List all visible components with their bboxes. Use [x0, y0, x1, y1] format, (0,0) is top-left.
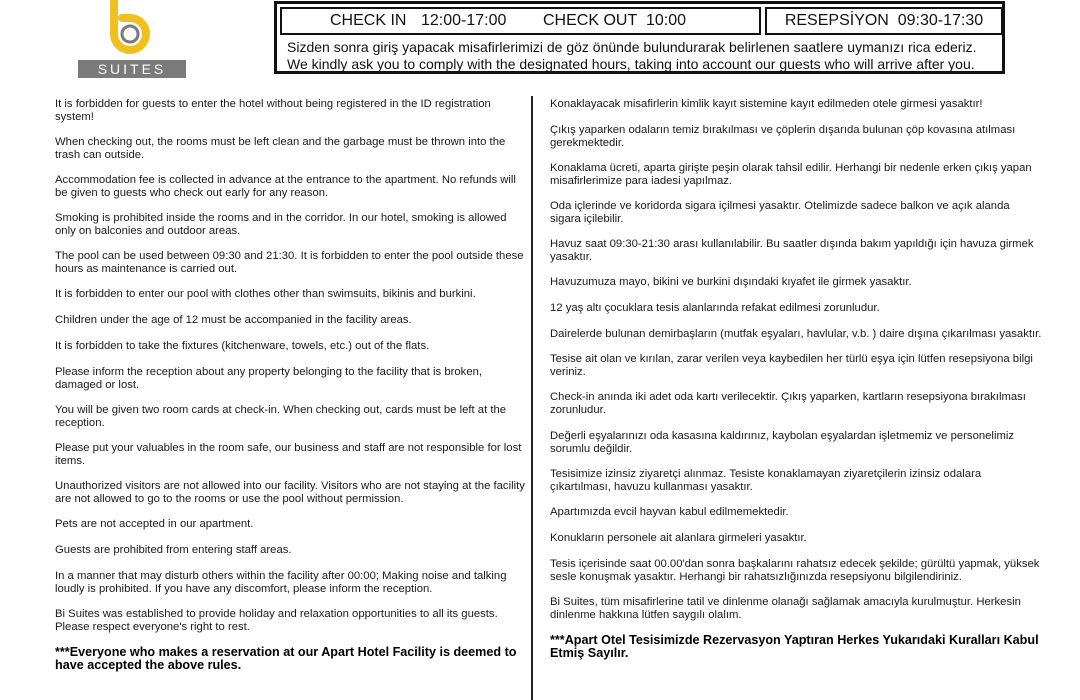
hours-note-tr: Sizden sonra giriş yapacak misafirlerimizi de göz önünde bulundurarak belirlenen saatlere uymanızı rica ederiz.: [287, 39, 977, 55]
acceptance-note: ***Everyone who makes a reservation at our Apart Hotel Facility is deemed to have accepted the above rules.: [55, 645, 517, 672]
rule-item: Apartımızda evcil hayvan kabul edilmemektedir.: [550, 506, 789, 518]
reception-label: RESEPSİYON: [784, 12, 889, 29]
hours-note-en: We kindly ask you to comply with the designated hours, taking into account our guests who will arrive after you.: [287, 56, 975, 72]
logo-wordmark: SUITES: [78, 60, 186, 78]
rules-english-column: [55, 98, 525, 672]
check-out-label: CHECK OUT: [543, 12, 638, 29]
check-times-cell: [280, 7, 761, 35]
check-in-label: CHECK IN: [330, 12, 407, 29]
logo: [78, 0, 188, 80]
rule-item: Smoking is prohibited inside the rooms and in the corridor. In our hotel, smoking is allowed only on balconies and outdoor areas.: [55, 212, 507, 237]
rule-item: Konukların personele ait alanlara girmeleri yasaktır.: [550, 532, 807, 544]
rule-item: Değerli eşyalarınızı oda kasasına kaldırınız, kaybolan eşyalardan işletmemiz ve personelimiz sorumlu değildir.: [550, 430, 1015, 455]
rule-item: Oda içlerinde ve koridorda sigara içilmesi yasaktır. Otelimizde sadece balkon ve açık alanda sigara içilebilir.: [550, 200, 1010, 225]
reception-time: 09:30-17:30: [897, 12, 984, 29]
bi-logo-mark-icon: [100, 0, 160, 58]
rule-item: It is forbidden to enter our pool with clothes other than swimsuits, bikinis and burkini.: [55, 288, 476, 300]
rule-item: Tesis içerisinde saat 00.00'dan sonra başkalarını rahatsız edecek şekilde; gürültü yapmak, yüksek sesle konuşmak yasaktır. Herhangi bir rahatsızlığınızda resepsiyonu bilgilendiriniz.: [550, 558, 1040, 583]
rule-item: Konaklayacak misafirlerin kimlik kayıt sistemine kayıt edilmeden otele girmesi yasaktır!: [550, 98, 983, 110]
rule-item: When checking out, the rooms must be left clean and the garbage must be thrown into the trash can outside.: [55, 136, 506, 161]
hours-note: [287, 39, 996, 73]
rule-item: 12 yaş altı çocuklara tesis alanlarında refakat edilmesi zorunludur.: [550, 302, 880, 314]
rule-item: Dairelerde bulunan demirbaşların (mutfak eşyaları, havlular, v.b. ) daire dışına çıkarılması yasaktır.: [550, 328, 1042, 340]
reception-hours-cell: [765, 7, 1003, 35]
rule-item: You will be given two room cards at check-in. When checking out, cards must be left at the reception.: [55, 404, 507, 429]
column-divider: [531, 96, 533, 700]
rule-item: Check-in anında iki adet oda kartı verilecektir. Çıkış yaparken, kartların resepsiyona bırakılması zorunludur.: [550, 391, 1026, 416]
rule-item: Please put your valuables in the room safe, our business and staff are not responsible for lost items.: [55, 442, 522, 467]
rule-item: It is forbidden for guests to enter the hotel without being registered in the ID registration system!: [55, 98, 491, 123]
rule-item: Bi Suites was established to provide holiday and relaxation opportunities to all its guests. Please respect everyone's right to rest.: [55, 608, 498, 633]
check-out-time: 10:00: [646, 12, 687, 29]
rule-item: Tesisimize izinsiz ziyaretçi alınmaz. Tesiste konaklamayan ziyaretçilerin izinsiz odalara çıkartılması, havuzu kullanması yasaktır.: [550, 468, 982, 493]
rule-item: Accommodation fee is collected in advance at the entrance to the apartment. No refunds will be given to guests who check out early for any reason.: [55, 174, 516, 199]
rule-item: Çıkış yaparken odaların temiz bırakılması ve çöplerin dışarıda bulunan çöp kovasına atılması gerekmektedir.: [550, 124, 1016, 149]
rule-item: The pool can be used between 09:30 and 21:30. It is forbidden to enter the pool outside these hours as maintenance is carried out.: [55, 250, 524, 275]
rule-item: Konaklama ücreti, aparta girişte peşin olarak tahsil edilir. Herhangi bir nedenle erken çıkış yapan misafirlerimize para iadesi yapılmaz.: [550, 162, 1032, 187]
rule-item: In a manner that may disturb others within the facility after 00:00; Making noise and talking loudly is prohibited. If you have any discomfort, please inform the reception.: [55, 570, 507, 595]
rule-item: Unauthorized visitors are not allowed into our facility. Visitors who are not staying at the facility are not allowed to go to the rooms or use the pool without permission.: [55, 480, 525, 505]
rules-turkish-column: [550, 98, 1042, 660]
rule-item: Pets are not accepted in our apartment.: [55, 518, 254, 530]
acceptance-note: ***Apart Otel Tesisimizde Rezervasyon Yaptıran Herkes Yukarıdaki Kuralları Kabul Etmiş Sayılır.: [550, 633, 1039, 660]
hours-row: [280, 7, 999, 35]
hours-header: [274, 1, 1005, 74]
rule-item: Please inform the reception about any property belonging to the facility that is broken, damaged or lost.: [55, 366, 483, 391]
rule-item: Havuz saat 09:30-21:30 arası kullanılabilir. Bu saatler dışında bakım yapıldığı için havuza girmek yasaktır.: [550, 238, 1034, 263]
rule-item: Guests are prohibited from entering staff areas.: [55, 544, 292, 556]
rule-item: Bi Suites, tüm misafirlerine tatil ve dinlenme olanağı sağlamak amacıyla kurulmuştur. Herkesin dinlenme hakkına lütfen saygılı olalım.: [550, 596, 1021, 621]
rule-item: Tesise ait olan ve kırılan, zarar verilen veya kaybedilen her türlü eşya için lütfen resepsiyona bilgi veriniz.: [550, 353, 1033, 378]
rule-item: Children under the age of 12 must be accompanied in the facility areas.: [55, 314, 412, 326]
rule-item: Havuzumuza mayo, bikini ve burkini dışındaki kıyafet ile girmek yasaktır.: [550, 276, 912, 288]
check-in-time: 12:00-17:00: [421, 12, 507, 29]
rule-item: It is forbidden to take the fixtures (kitchenware, towels, etc.) out of the flats.: [55, 340, 430, 352]
